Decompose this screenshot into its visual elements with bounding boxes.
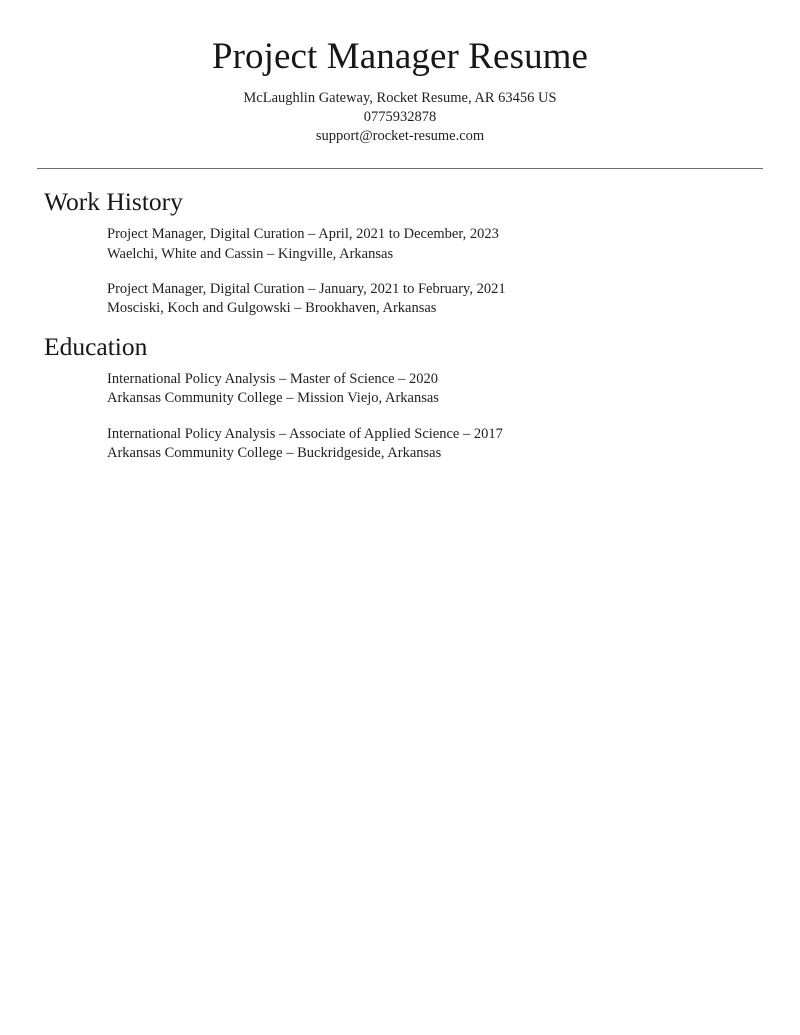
entry-primary: International Policy Analysis – Master of Science – 2020: [107, 371, 439, 388]
page-title: Project Manager Resume: [211, 36, 589, 77]
section-heading-work-history: Work History: [44, 186, 183, 216]
work-history-entry: [107, 280, 763, 319]
entry-primary: International Policy Analysis – Associate of Applied Science – 2017: [107, 425, 503, 442]
education-entry: [107, 425, 763, 464]
work-history-entry: [107, 225, 763, 264]
entry-primary: Project Manager, Digital Curation – April, 2021 to December, 2023: [107, 226, 499, 243]
entry-primary: Project Manager, Digital Curation – January, 2021 to February, 2021: [107, 280, 506, 297]
section-education: [37, 332, 763, 464]
entry-secondary: Arkansas Community College – Buckridgeside, Arkansas: [107, 445, 442, 462]
header-divider: [37, 168, 763, 169]
resume-header: [0, 0, 800, 147]
education-entry: [107, 370, 763, 409]
work-history-entries: [37, 225, 763, 318]
entry-secondary: Waelchi, White and Cassin – Kingville, Arkansas: [107, 245, 394, 262]
resume-content: [0, 187, 800, 464]
contact-address: McLaughlin Gateway, Rocket Resume, AR 63456 US: [243, 89, 557, 106]
entry-secondary: Mosciski, Koch and Gulgowski – Brookhaven, Arkansas: [107, 300, 437, 317]
header-divider-wrap: [0, 168, 800, 169]
contact-email: support@rocket-resume.com: [315, 128, 485, 145]
entry-secondary: Arkansas Community College – Mission Viejo, Arkansas: [107, 390, 439, 407]
section-heading-education: Education: [44, 331, 148, 361]
contact-phone: 0775932878: [363, 108, 437, 125]
education-entries: [37, 370, 763, 463]
section-work-history: [37, 187, 763, 319]
